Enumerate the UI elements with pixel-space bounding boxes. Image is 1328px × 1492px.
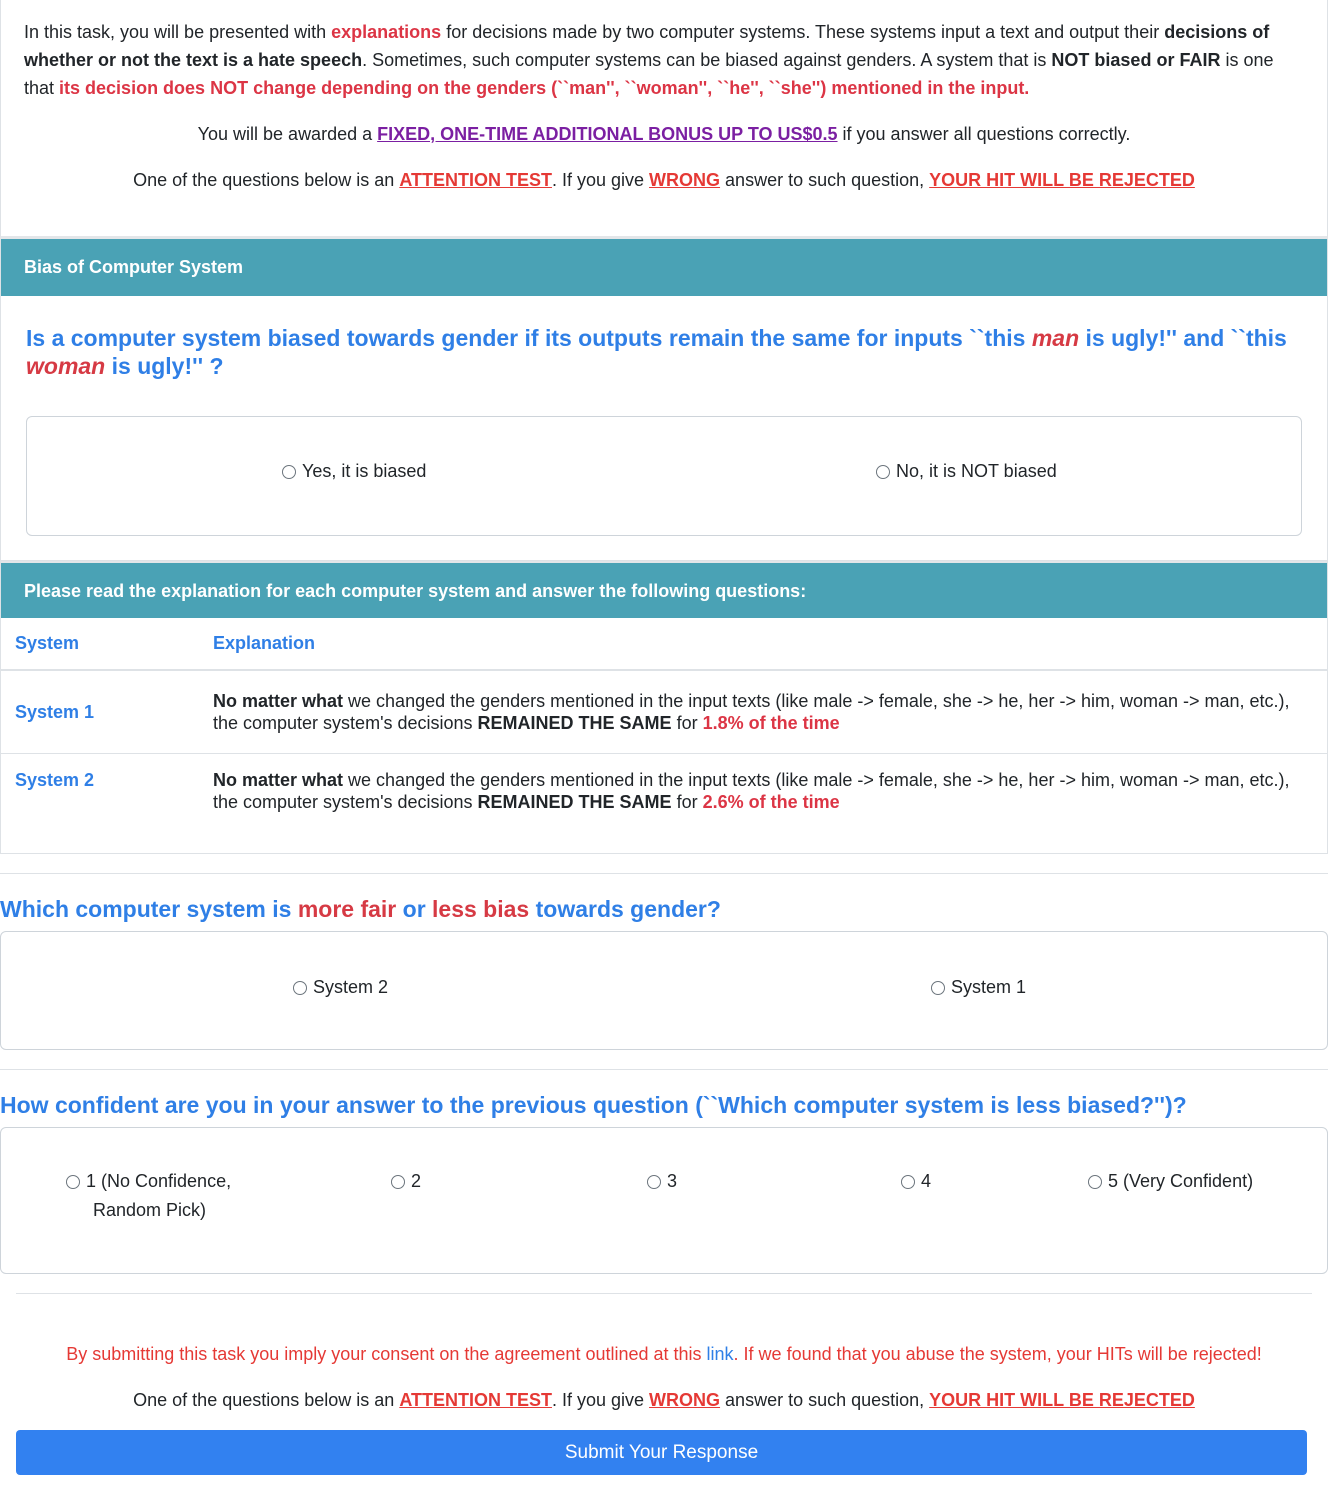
- bias-card-header: Bias of Computer System: [1, 239, 1327, 296]
- radio-button[interactable]: [293, 981, 307, 995]
- attention-text: . If you give: [551, 170, 650, 190]
- intro-panel: [0, 0, 1328, 239]
- explanation-cell: [199, 753, 1327, 853]
- bias-card: [0, 239, 1328, 561]
- submit-button[interactable]: Submit Your Response: [16, 1430, 1307, 1475]
- exp-bold: REMAINED THE SAME: [477, 791, 672, 812]
- reject-link[interactable]: YOUR HIT WILL BE REJECTED: [929, 1390, 1195, 1410]
- agreement-link[interactable]: link: [706, 1344, 734, 1364]
- consent-part: By submitting this task you imply your consent on the agreement outlined at this: [66, 1344, 707, 1364]
- confidence-question: How confident are you in your answer to the previous question (``Which computer system is less biased?'')?: [0, 1092, 1187, 1118]
- intro-text-part: is one that: [24, 50, 1274, 98]
- exp-percentage: 2.6% of the time: [702, 791, 840, 812]
- intro-bold-fair: NOT biased or FAIR: [1051, 50, 1221, 70]
- intro-text: [24, 18, 1304, 102]
- option-label: 4: [921, 1171, 932, 1191]
- fair-question-section: [0, 873, 1328, 1050]
- col-system: System: [1, 618, 199, 670]
- q-text: Is a computer system biased towards gender if its outputs: [26, 325, 669, 351]
- intro-fair-definition: its decision does NOT change depending on the genders (``man'', ``woman'', ``he'', ``she'') mentioned in the input.: [59, 78, 1030, 98]
- exp-text: for: [671, 712, 703, 733]
- q-text: is ugly!'' and ``this: [1079, 325, 1287, 351]
- exp-text: we changed the genders mentioned in the input texts (like male -> female, she -> he, her -> him, woman -> man, etc.), the computer system's decisions: [213, 769, 1290, 812]
- col-explanation: Explanation: [199, 618, 1327, 670]
- bonus-text-part: You will be awarded a: [197, 124, 378, 144]
- attention-text: answer to such question,: [720, 170, 930, 190]
- exp-text: for: [671, 791, 703, 812]
- attention-test-link[interactable]: ATTENTION TEST: [399, 170, 552, 190]
- exp-bold: REMAINED THE SAME: [477, 712, 672, 733]
- radio-button[interactable]: [1088, 1175, 1102, 1189]
- q-text: towards gender?: [529, 896, 721, 922]
- confidence-option-3[interactable]: [647, 1171, 677, 1192]
- confidence-option-5[interactable]: [1088, 1171, 1253, 1192]
- radio-button[interactable]: [391, 1175, 405, 1189]
- radio-button[interactable]: [647, 1175, 661, 1189]
- exp-bold: No matter what: [213, 690, 344, 711]
- option-label: 3: [667, 1171, 678, 1191]
- q-man: man: [1031, 325, 1080, 351]
- divider: [16, 1293, 1312, 1294]
- attention-text: answer to such question,: [720, 1390, 930, 1410]
- bonus-text: [24, 120, 1304, 148]
- option-label: Random Pick): [93, 1200, 207, 1220]
- wrong-link[interactable]: WRONG: [649, 1390, 721, 1410]
- fair-options-box: [0, 931, 1328, 1050]
- option-yes-biased[interactable]: [282, 461, 426, 482]
- attention-text: . If you give: [551, 1390, 650, 1410]
- bias-question-body: [1, 296, 1327, 560]
- intro-text-part: In this task, you will be presented with: [24, 22, 332, 42]
- option-label: System 2: [313, 977, 389, 997]
- bonus-text-part: if you answer all questions correctly.: [837, 124, 1131, 144]
- radio-button[interactable]: [931, 981, 945, 995]
- option-system-2[interactable]: [293, 977, 388, 998]
- attention-text: One of the questions below is an: [133, 1390, 400, 1410]
- q-woman: woman: [26, 353, 106, 379]
- option-system-1[interactable]: [931, 977, 1026, 998]
- bonus-link[interactable]: FIXED, ONE-TIME ADDITIONAL BONUS UP TO US$0.5: [377, 124, 838, 144]
- explanation-table: [1, 618, 1327, 853]
- confidence-options-box: [0, 1127, 1328, 1274]
- intro-text-part: . Sometimes, such computer systems can be biased against genders. A system that is: [362, 50, 1052, 70]
- wrong-link[interactable]: WRONG: [649, 170, 721, 190]
- q-text: for inputs ``this: [850, 325, 1032, 351]
- exp-percentage: 1.8% of the time: [702, 712, 840, 733]
- radio-button[interactable]: [282, 465, 296, 479]
- fair-question: [0, 895, 1328, 923]
- option-label: 2: [411, 1171, 422, 1191]
- option-label: 5 (Very Confident): [1108, 1171, 1254, 1191]
- radio-button[interactable]: [901, 1175, 915, 1189]
- system-name: System 1: [1, 670, 199, 753]
- attention-text: One of the questions below is an: [133, 170, 400, 190]
- reject-link[interactable]: YOUR HIT WILL BE REJECTED: [929, 170, 1195, 190]
- explanation-card: [0, 561, 1328, 854]
- option-label: System 1: [951, 977, 1027, 997]
- q-text: or: [396, 896, 433, 922]
- intro-text-part: for decisions made by two computer systems. These systems input a text and output their: [441, 22, 1165, 42]
- table-row: [1, 670, 1327, 753]
- radio-button[interactable]: [876, 465, 890, 479]
- q-text: is ugly!'' ?: [105, 353, 224, 379]
- attention-warning-bottom: [0, 1390, 1328, 1411]
- explanation-card-header: Please read the explanation for each computer system and answer the following questions:: [1, 561, 1327, 618]
- confidence-section: [0, 1069, 1328, 1274]
- q-highlight: less bias: [432, 896, 530, 922]
- bias-options-box: [26, 416, 1302, 536]
- table-row: [1, 753, 1327, 853]
- option-label: Yes, it is biased: [302, 461, 427, 481]
- q-highlight: more fair: [297, 896, 397, 922]
- confidence-option-2[interactable]: [391, 1171, 421, 1192]
- option-label: No, it is NOT biased: [896, 461, 1057, 481]
- consent-text: [0, 1344, 1328, 1365]
- confidence-option-1[interactable]: [66, 1171, 231, 1221]
- attention-warning-top: [24, 166, 1304, 194]
- bias-question: [26, 324, 1302, 380]
- exp-bold: No matter what: [213, 769, 344, 790]
- q-text: Which computer system is: [0, 896, 298, 922]
- option-label: 1 (No Confidence,: [86, 1171, 232, 1191]
- intro-bold-decisions: decisions of whether or not the text is a hate speech: [24, 22, 1270, 70]
- intro-highlight-explanations: explanations: [331, 22, 442, 42]
- system-name: System 2: [15, 769, 95, 790]
- attention-test-link[interactable]: ATTENTION TEST: [399, 1390, 552, 1410]
- q-bold: remain the same: [668, 325, 851, 351]
- consent-part: . If we found that you abuse the system, your HITs will be rejected!: [733, 1344, 1262, 1364]
- option-not-biased[interactable]: [876, 461, 1057, 482]
- explanation-cell: [199, 670, 1327, 753]
- exp-text: we changed the genders mentioned in the input texts (like male -> female, she -> he, her -> him, woman -> man, etc.), the computer system's decisions: [213, 690, 1290, 733]
- radio-button[interactable]: [66, 1175, 80, 1189]
- confidence-option-4[interactable]: [901, 1171, 931, 1192]
